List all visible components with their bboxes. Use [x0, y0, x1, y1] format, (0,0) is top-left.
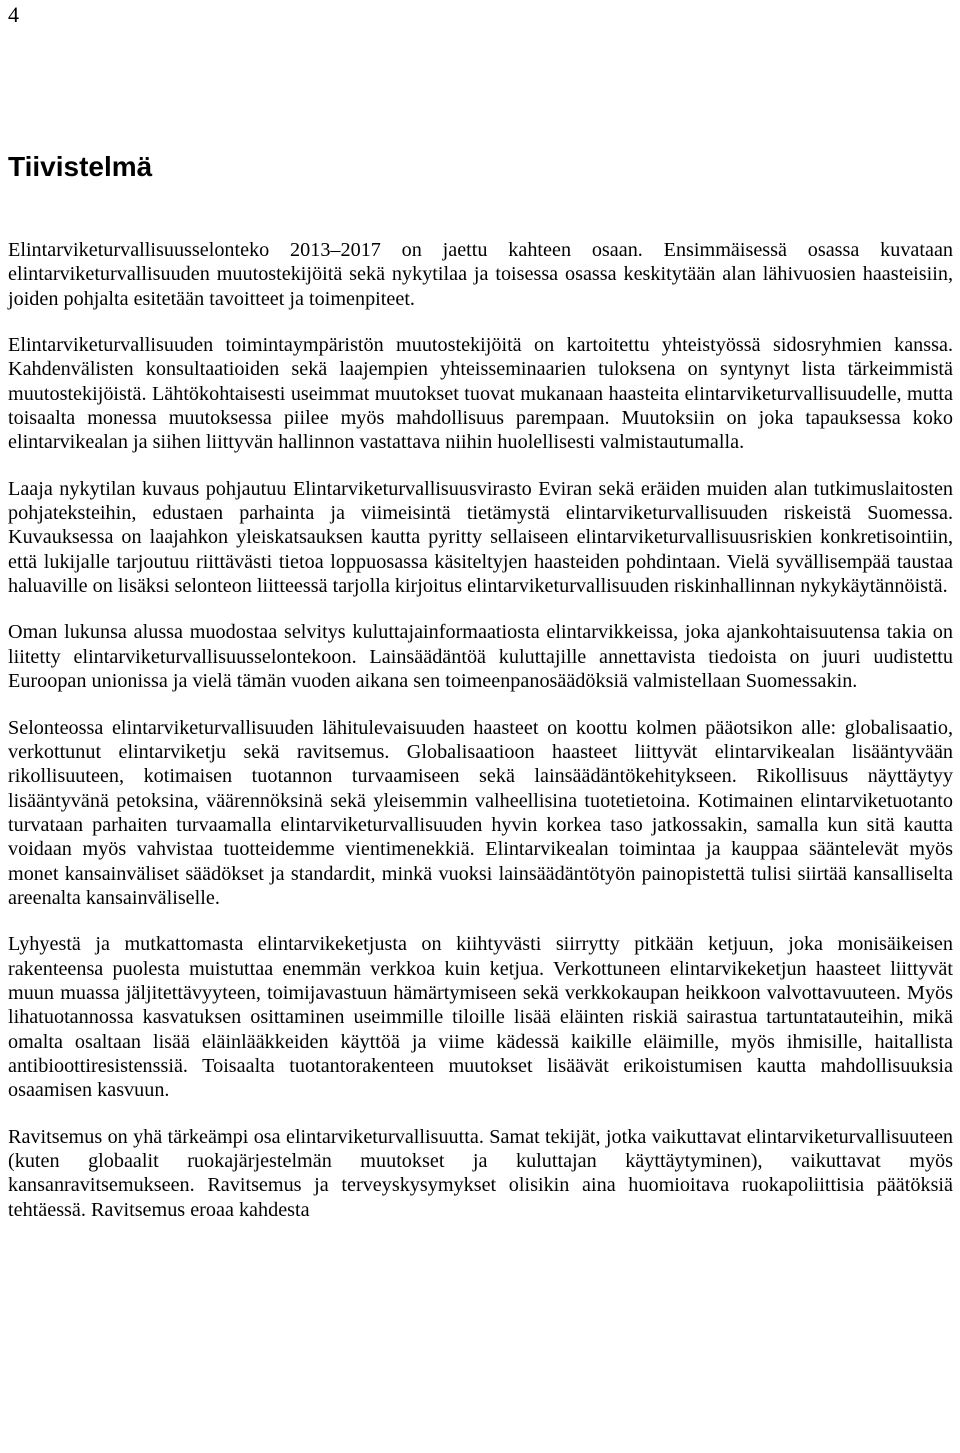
paragraph-1: Elintarviketurvallisuusselonteko 2013–2017 on jaettu kahteen osaan. Ensimmäisessä osassa kuvataan elintarviketurvallisuuden muutostekijöitä sekä nykytilaa ja toisessa osassa keskitytään alan lähivuosien haasteisiin, joiden pohjalta esitetään tavoitteet ja toimenpiteet. [8, 239, 953, 310]
page-title: Tiivistelmä [8, 151, 153, 182]
paragraph-6: Lyhyestä ja mutkattomasta elintarvikeketjusta on kiihtyvästi siirrytty pitkään ketjuun, joka monisäikeisen rakenteensa puolesta muistuttaa enemmän verkkoa kuin ketjua. Verkottuneen elintarvikeketjun haasteet liittyvät muun muassa jäljitettävyyteen, toimijavastuun hämärtymiseen sekä verkkokaupan heikkoon valvottavuuteen. Myös lihatuotannossa kasvatuksen osittaminen useimmille tiloille lisää eläinten riskiä sairastua tartuntatauteihin, mikä omalta osaltaan lisää eläinlääkkeiden käyttöä ja viime kädessä kaikille eläimille, myös ihmisille, haitallista antibioottiresistenssiä. Toisaalta tuotantorakenteen muutokset lisäävät erikoistumisen kautta mahdollisuuksia osaamisen kasvuun. [8, 933, 953, 1102]
paragraph-4: Oman lukunsa alussa muodostaa selvitys kuluttajainformaatiosta elintarvikkeissa, joka ajankohtaisuutensa takia on liitetty elintarviketurvallisuusselontekoon. Lainsäädäntöä kuluttajille annettavista tiedoista on juuri uudistettu Euroopan unionissa ja vielä tämän vuoden aikana sen toimeenpanosäädöksiä valmistellaan Suomessakin. [8, 621, 953, 693]
paragraph-7: Ravitsemus on yhä tärkeämpi osa elintarviketurvallisuutta. Samat tekijät, jotka vaikuttavat elintarviketurvallisuuteen (kuten globaalit ruokajärjestelmän muutokset ja kuluttajan käyttäytyminen), vaikuttavat myös kansanravitsemukseen. Ravitsemus ja terveyskysymykset olisikin aina huomioitava ruokapoliittisia päätöksiä tehtäessä. Ravitsemus eroaa kahdesta [8, 1125, 953, 1221]
page-number: 4 [8, 2, 19, 27]
paragraph-3: Laaja nykytilan kuvaus pohjautuu Elintarviketurvallisuusvirasto Eviran sekä eräiden muiden alan tutkimuslaitosten pohjateksteihin, edustaen parhainta ja viimeisintä tietämystä elintarviketurvallisuuden riskeistä Suomessa. Kuvauksessa on laajahkon yleiskatsauksen kautta pyritty sellaiseen elintarviketurvallisuusriskien konkretisointiin, että lukijalle tarjoutuu riittävästi tietoa loppuosassa käsiteltyjen haasteiden pohdintaan. Vielä syvällisempää taustaa haluaville on lisäksi selonteon liitteessä tarjolla kirjoitus elintarviketurvallisuuden riskinhallinnan nykykäytännöistä. [8, 477, 953, 598]
paragraph-2: Elintarviketurvallisuuden toimintaympäristön muutostekijöitä on kartoitettu yhteistyössä sidosryhmien kanssa. Kahdenvälisten konsultaatioiden sekä laajempien yhteisseminaarien tuloksena on syntynyt lista tärkeimmistä muutostekijöistä. Lähtökohtaisesti useimmat muutokset tuovat mukanaan haasteita elintarviketurvallisuudelle, mutta toisaalta monessa muutoksessa piilee myös mahdollisuus parempaan. Muutoksiin on joka tapauksessa koko elintarvikealan ja siihen liittyvän hallinnon vastattava niihin huolellisesti valmistautumalla. [8, 334, 953, 454]
abstract-body [8, 238, 953, 1244]
paragraph-5: Selonteossa elintarviketurvallisuuden lähitulevaisuuden haasteet on koottu kolmen pääotsikon alle: globalisaatio, verkottunut elintarviketju sekä ravitsemus. Globalisaatioon haasteet liittyvät elintarvikealan lisääntyvään rikollisuuteen, kotimaisen tuotannon turvaamiseen sekä lainsäädäntökehitykseen. Rikollisuus näyttäytyy lisääntyvänä petoksina, väärennöksinä sekä yleisemmin valheellisina tuotetietoina. Kotimainen elintarviketuotanto turvataan parhaiten turvaamalla elintarviketurvallisuuden hyvin korkea taso jatkossakin, samalla kun sitä kautta voidaan myös vahvistaa tuotteidemme vientimenekkiä. Elintarvikealan toimintaa ja kauppaa sääntelevät myös monet kansainväliset säädökset ja standardit, minkä vuoksi lainsäädäntötyön painopistettä tulisi siirtää kansalliselta areenalta kansainväliselle. [8, 716, 953, 909]
